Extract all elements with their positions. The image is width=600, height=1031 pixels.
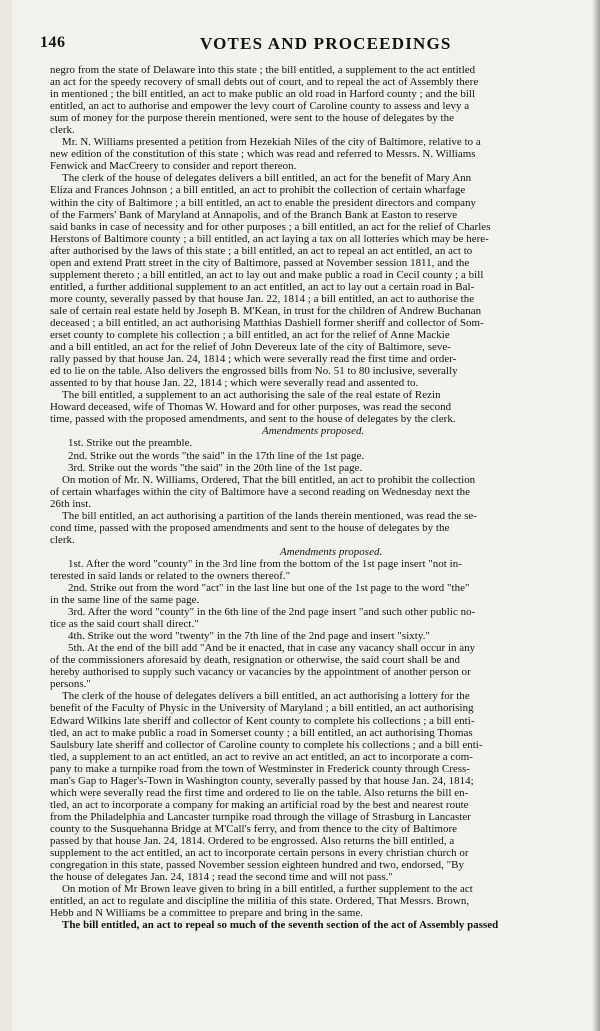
text-line: which were severally read the first time and ordered to lie on the table. Also returns the bill en- [50,786,469,799]
text-line: Howard deceased, wife of Thomas W. Howard and for other purposes, was read the second [50,401,452,414]
text-line: tled, a supplement to an act entitled, an act to revive an act entitled, an act to incorporate a com- [50,750,473,763]
text-line: supplement to the act entitled, an act to incorporate certain persons in every christian church or [50,847,469,860]
text-line: benefit of the Faculty of Physic in the University of Maryland ; a bill entitled, an act authorising [50,702,474,715]
running-title: VOTES AND PROCEEDINGS [200,34,452,53]
text-line: of certain wharfages within the city of Baltimore have a second reading on Wednesday next the [50,485,470,498]
text-line: 1st. Strike out the preamble. [68,437,193,450]
text-line: Edward Wilkins late sheriff and collector of Kent county to complete his collections ; a bill enti- [50,714,475,727]
text-line: The bill entitled, an act authorising a partition of the lands therein mentioned, was read the se- [62,509,477,522]
text-line: The bill entitled, a supplement to an act authorising the sale of the real estate of Rezin [62,389,441,402]
text-line: assented to by that house Jan. 22, 1814 ; which were severally read and assented to. [50,377,419,390]
text-line: 1st. After the word "county" in the 3rd line from the bottom of the 1st page insert "not in- [68,557,462,570]
text-line: pany to make a turnpike road from the town of Westminster in Frederick county through Cress- [50,762,470,775]
text-line: persons." [50,678,91,691]
text-line: 26th inst. [50,497,92,510]
text-line: in mentioned ; the bill entitled, an act to make public an old road in Harford county ; and the bill [50,88,476,101]
text-line: hereby authorised to supply such vacancy or vacancies by the appointment of another person or [50,666,471,679]
section-heading: Amendments proposed. [280,545,383,558]
page-edge-shadow [592,0,600,1031]
text-line: sum of money for the purpose therein mentioned, were sent to the house of delegates by the [50,112,455,125]
text-line: erset county to complete his collection ; a bill entitled, an act for the relief of Anne Mackie [50,329,450,342]
text-line: within the city of Baltimore ; a bill entitled, an act to enable the president directors and company [50,196,476,209]
text-line: congregation in this state, passed November session eighteen hundred and two, endorsed, "By [50,859,464,872]
text-line: cond time, passed with the proposed amendments and sent to the house of delegates by the [50,521,450,534]
text-line: supplement thereto ; a bill entitled, an act to lay out and make public a road in Cecil county ; a bill [50,268,484,281]
text-line: On motion of Mr. N. Williams, Ordered, That the bill entitled, an act to prohibit the collection [62,473,476,486]
text-line: clerk. [50,124,75,137]
text-line: and a bill entitled, an act for the relief of John Devereux late of the city of Baltimore, seve- [50,341,451,354]
page-header [40,34,600,54]
text-line: negro from the state of Delaware into this state ; the bill entitled, a supplement to the act entitled [50,64,476,76]
text-line: in the same line of the same page. [50,594,200,607]
text-line: rally passed by that house Jan. 24, 1814 ; which were severally read the first time and order- [50,353,457,366]
text-line: sale of certain real estate held by Joseph B. M'Kean, in trust for the children of Andrew Buchanan [50,304,482,317]
text-line: 3rd. After the word "county" in the 6th line of the 2nd page insert "and such other public no- [68,606,476,619]
text-line: said banks in case of necessity and for other purposes ; a bill entitled, an act for the relief of Charles [50,220,491,233]
text-line: The clerk of the house of delegates delivers a bill entitled, an act for the benefit of Mary Ann [62,172,472,185]
text-line: clerk. [50,533,75,546]
text-line: Eliza and Frances Johnson ; a bill entitled, an act to prohibit the collection of certain wharfage [50,184,466,197]
section-heading: Amendments proposed. [262,425,365,438]
text-line: more county, severally passed by that house Jan. 22, 1814 ; a bill entitled, an act to authorise the [50,292,475,305]
text-line: 4th. Strike out the word "twenty" in the 7th line of the 2nd page and insert "sixty." [68,630,430,643]
text-line: tled, an act to make public a road in Somerset county ; a bill entitled, an act authorising Thomas [50,726,473,739]
text-line: The clerk of the house of delegates delivers a bill entitled, an act authorising a lottery for the [62,690,470,703]
text-line: 5th. At the end of the bill add "And be it enacted, that in case any vacancy shall occur in any [68,642,476,655]
text-line: time, passed with the proposed amendments, and sent to the house of delegates by the clerk. [50,413,456,426]
page-margin [0,0,12,1031]
text-line: the house of delegates Jan. 24, 1814 ; read the second time and will not pass." [50,871,393,884]
text-line: ed to lie on the table. Also delivers the engrossed bills from No. 51 to 80 inclusive, severally [50,365,458,378]
text-line: of the commissioners aforesaid by death, resignation or otherwise, the said court shall be and [50,654,460,667]
body-text [50,64,600,1024]
text-line: deceased ; a bill entitled, an act authorising Matthias Dashiell former sheriff and collector of Som- [50,316,484,329]
text-line: passed by that house Jan. 24, 1814. Ordered to be engrossed. Also returns the bill entitled, a [50,835,455,847]
text-line: from the Philadelphia and Lancaster turnpike road through the village of Strasburg in Lancaster [50,810,471,823]
text-line: after authorised by the laws of this state ; a bill entitled, an act to repeal an act entitled, an act to [50,244,473,257]
text-line: 3rd. Strike out the words "the said" in the 20th line of the 1st page. [68,461,363,474]
text-line: 2nd. Strike out the words "the said" in the 17th line of the 1st page. [68,449,365,462]
text-line: county to the Susquehanna Bridge at M'Call's ferry, and from thence to the city of Baltimore [50,822,458,835]
text-line: Hebb and N Williams be a committee to prepare and bring in the same. [50,907,364,920]
text-line: entitled, an act to authorise and empower the levy court of Caroline county to assess and levy a [50,100,470,113]
text-line: an act for the speedy recovery of small debts out of court, and to repeal the act of Assembly there [50,76,479,89]
page-number: 146 [40,34,66,51]
text-line: of the Farmers' Bank of Maryland at Annapolis, and of the Branch Bank at Easton to reserve [50,208,458,221]
text-line: 2nd. Strike out from the word "act" in the last line but one of the 1st page to the word "the" [68,582,470,595]
text-line: entitled, an act to regulate and discipline the militia of this state. Ordered, That Messrs. Brown, [50,895,470,908]
text-line: terested in said lands or related to the owners thereof." [50,569,291,582]
text-line: tice as the said court shall direct." [50,618,199,631]
text-line: tled, an act to incorporate a company for making an artificial road by the best and nearest route [50,798,469,811]
text-line: man's Gap to Hager's-Town in Washington county, severally passed by that house Jan. 24, 1814; [50,774,474,787]
text-line: On motion of Mr Brown leave given to bring in a bill entitled, a further supplement to the act [62,883,473,896]
text-line: open and extend Pratt street in the city of Baltimore, passed at November session 1811, and the [50,256,470,269]
text-line: The bill entitled, an act to repeal so much of the seventh section of the act of Assembly passed [62,919,499,932]
text-line: Saulsbury late sheriff and collector of Caroline county to complete his collections ; and a bill enti- [50,738,483,751]
text-line: Mr. N. Williams presented a petition from Hezekiah Niles of the city of Baltimore, relative to a [62,136,481,149]
text-line: entitled, a further additional supplement to an act entitled, an act to lay out a certain road in Bal- [50,280,475,293]
text-line: Fenwick and MacCreery to consider and report thereon. [50,160,297,173]
text-line: new edition of the constitution of this state ; which was read and referred to Messrs. N. Williams [50,148,476,161]
text-line: Herstons of Baltimore county ; a bill entitled, an act laying a tax on all lotteries which may be here- [50,232,489,245]
